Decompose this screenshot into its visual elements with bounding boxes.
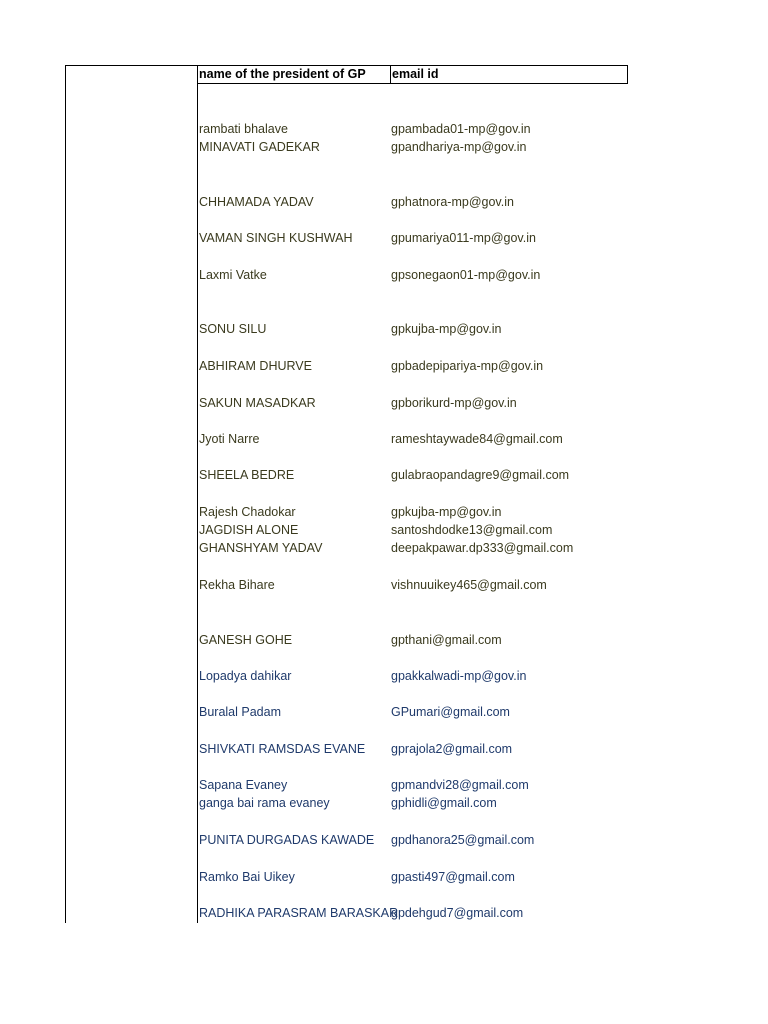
- email-cell: gpkujba-mp@gov.in: [391, 322, 502, 336]
- president-name: Jyoti Narre: [199, 432, 260, 446]
- president-name: ganga bai rama evaney: [199, 796, 330, 810]
- president-name: ABHIRAM DHURVE: [199, 359, 312, 373]
- email-cell: gpmandvi28@gmail.com: [391, 778, 529, 792]
- email-cell: gpakkalwadi-mp@gov.in: [391, 669, 527, 683]
- email-cell: gpborikurd-mp@gov.in: [391, 396, 517, 410]
- president-name: Lopadya dahikar: [199, 669, 292, 683]
- president-name: SONU SILU: [199, 322, 267, 336]
- email-cell: rameshtaywade84@gmail.com: [391, 432, 563, 446]
- president-name: SHIVKATI RAMSDAS EVANE: [199, 742, 366, 756]
- president-name: RADHIKA PARASRAM BARASKAR: [199, 906, 399, 920]
- email-cell: gpdehgud7@gmail.com: [391, 906, 524, 920]
- email-cell: gpandhariya-mp@gov.in: [391, 140, 527, 154]
- email-cell: gphidli@gmail.com: [391, 796, 497, 810]
- email-cell: deepakpawar.dp333@gmail.com: [391, 541, 574, 555]
- email-cell: gpthani@gmail.com: [391, 633, 502, 647]
- email-cell: gpasti497@gmail.com: [391, 870, 515, 884]
- president-name: PUNITA DURGADAS KAWADE: [199, 833, 375, 847]
- president-name: rambati bhalave: [199, 122, 288, 136]
- president-name: Rekha Bihare: [199, 578, 275, 592]
- header-email-id: email id: [392, 67, 439, 81]
- email-cell: gpdhanora25@gmail.com: [391, 833, 535, 847]
- president-name: JAGDISH ALONE: [199, 523, 299, 537]
- president-name: Rajesh Chadokar: [199, 505, 296, 519]
- president-name: Laxmi Vatke: [199, 268, 267, 282]
- name-column-line: [197, 84, 198, 923]
- email-cell: gphatnora-mp@gov.in: [391, 195, 514, 209]
- president-name: Buralal Padam: [199, 705, 281, 719]
- email-cell: vishnuuikey465@gmail.com: [391, 578, 547, 592]
- president-name: GANESH GOHE: [199, 633, 293, 647]
- president-name: SHEELA BEDRE: [199, 468, 295, 482]
- president-name: CHHAMADA YADAV: [199, 195, 314, 209]
- email-cell: gpkujba-mp@gov.in: [391, 505, 502, 519]
- email-cell: GPumari@gmail.com: [391, 705, 510, 719]
- left-border-line: [65, 65, 66, 923]
- top-border-line: [65, 65, 197, 66]
- email-cell: gpsonegaon01-mp@gov.in: [391, 268, 541, 282]
- email-cell: gpumariya011-mp@gov.in: [391, 231, 536, 245]
- header-divider: [390, 65, 391, 84]
- president-name: VAMAN SINGH KUSHWAH: [199, 231, 353, 245]
- president-name: MINAVATI GADEKAR: [199, 140, 320, 154]
- header-name-of-president: name of the president of GP: [199, 67, 366, 81]
- president-name: Ramko Bai Uikey: [199, 870, 295, 884]
- email-cell: gpbadepipariya-mp@gov.in: [391, 359, 544, 373]
- president-name: SAKUN MASADKAR: [199, 396, 316, 410]
- email-cell: santoshdodke13@gmail.com: [391, 523, 553, 537]
- email-cell: gpambada01-mp@gov.in: [391, 122, 531, 136]
- president-name: GHANSHYAM YADAV: [199, 541, 323, 555]
- email-cell: gulabraopandagre9@gmail.com: [391, 468, 570, 482]
- email-cell: gprajola2@gmail.com: [391, 742, 513, 756]
- president-name: Sapana Evaney: [199, 778, 288, 792]
